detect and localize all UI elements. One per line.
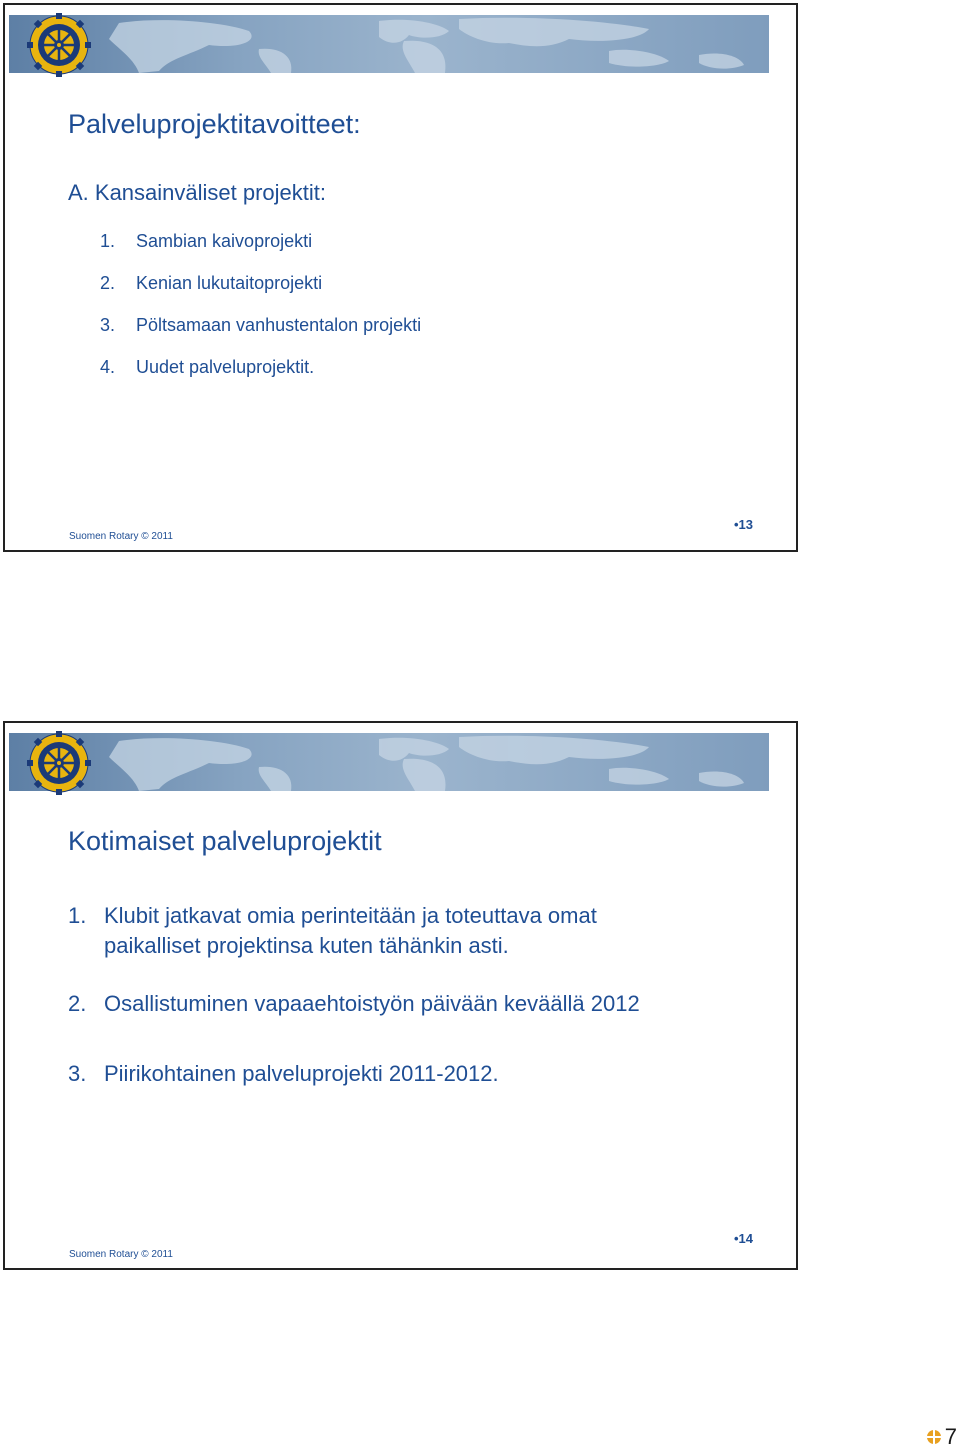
world-map-banner (9, 15, 769, 73)
page-marker-icon (925, 1428, 943, 1446)
list-item: 4. Uudet palveluprojektit. (100, 357, 315, 377)
slide-13 (3, 3, 798, 552)
list-item: 3. Piirikohtainen palveluprojekti 2011-2012. (68, 1061, 499, 1086)
document-page-number: 7 (925, 1424, 957, 1450)
slide-footer: Suomen Rotary © 2011 (69, 531, 173, 542)
project-list (100, 227, 421, 395)
slide-title: Palveluprojektitavoitteet: (68, 109, 361, 139)
slide-footer: Suomen Rotary © 2011 (69, 1249, 173, 1260)
slide-title: Kotimaiset palveluprojektit (68, 826, 382, 856)
rotary-logo-icon (27, 731, 91, 795)
slide-14 (3, 721, 798, 1270)
list-item: 1. Klubit jatkavat omia perinteitään ja toteuttava omat paikalliset projektinsa kuten tähänkin asti. (68, 903, 597, 958)
slide-number: •13 (733, 517, 753, 532)
section-heading: A. Kansainväliset projektit: (68, 180, 327, 205)
list-item: 1. Sambian kaivoprojekti (100, 231, 313, 251)
project-list (68, 901, 788, 1089)
list-item: 3. Pöltsamaan vanhustentalon projekti (100, 315, 422, 335)
world-map-banner (9, 733, 769, 791)
slide-number: •14 (733, 1231, 753, 1246)
list-item: 2. Osallistuminen vapaaehtoistyön päivään keväällä 2012 (68, 991, 640, 1016)
list-item: 2. Kenian lukutaitoprojekti (100, 273, 323, 293)
rotary-logo-icon (27, 13, 91, 77)
